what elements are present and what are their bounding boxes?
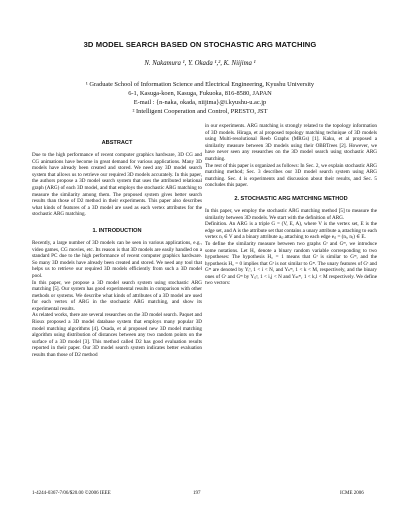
page-number: 197: [193, 491, 201, 496]
affiliation-email: E-mail : {n-naka, okada, niijima}@i.kyushu-u.ac.jp: [133, 99, 267, 106]
section-2-heading: 2. STOCHASTIC ARG MATCHING METHOD: [234, 195, 348, 202]
paper-title: 3D MODEL SEARCH BASED ON STOCHASTIC ARG MATCHING: [83, 40, 317, 49]
paragraph: To define the similarity measure between two graphs Gˢ and Gᵐ, we introduce some notations. Let H꜀ denote a binary random variable corresponding to two hypotheses: The hypothesis H꜀ = 1 means that Gˢ is similar to Gᵐ, and the hypothesis H꜀ = 0 implies that Gˢ is not similar to Gᵐ. The unary features of Gˢ and Gᵐ are denoted by Yᵢˢ, 1 < i < N, and Yₖᵐ, 1 < k < M, respectively, and the binary ones of Gˢ and Gᵐ by Yᵢⱼˢ, 1 < i,j < N and Yₖₗᵐ, 1 < k,l < M respectively. We define two vectors:: [205, 240, 377, 287]
paragraph: Recently, a large number of 3D models can be seen in various applications, e.g., video games, CG movies, etc. Its reason is that 3D models are easily handled on a standard PC due to the high performance of recent computer graphics hardware. So many 3D models have already been created and stored. We need any tool that helps us to retrieve our required 3D models efficiently from such a 3D model pool.: [32, 239, 202, 279]
paragraph: As related works, there are several researches on the 3D model search. Paquet and Rioux proposed a 3D model database system that employs many popular 3D model matching algorithms [4]. Osada, et al proposed new 3D model matching algorithm using distribution of distances between any two random points on the surface of a 3D model [3]. This method called D2 has good evaluation results reported in their paper. Our 3D model search system indicates better evaluation results than those of D2 method: [32, 312, 202, 359]
author-list: N. Nakamura ¹, Y. Okada ¹,², K. Niijima ¹: [144, 60, 256, 67]
introduction-heading: 1. INTRODUCTION: [92, 227, 142, 234]
footer-conference: ICME 2006: [340, 491, 364, 496]
left-column: [32, 140, 202, 359]
paragraph: in our experiments. ARG matching is strongly related to the topology information of 3D models. Hiraga, et al proposed topology matching technique of 3D models using Multi-resolutional Reeb Graphs (MRGs) [1]. Kaku, et al proposed a similarity measure between 3D models using their OBBTrees [2]. However, we have never seen any researches on the 3D model search using stochastic ARG matching.: [205, 123, 377, 162]
paragraph: In this paper, we employ the stochastic ARG matching method [5] to measure the similarity between 3D models. We start with the definition of ARG.: [205, 207, 377, 221]
paragraph: The rest of this paper is organized as follows: In Sec. 2, we explain stochastic ARG matching method; Sec. 3 describes our 3D model search system using ARG matching. Sec. 4 is experiments and discussion about their results, and Sec. 5 concludes this paper.: [205, 162, 377, 189]
abstract-heading: ABSTRACT: [101, 140, 133, 146]
affiliation-line: ² Intelligent Cooperation and Control, PRESTO, JST: [132, 108, 268, 115]
paragraph: In this paper, we propose a 3D model search system using stochastic ARG matching [5]. Our system has good experimental results in comparison with other methods or systems. We describe what kinds of attributes of a 3D model are used for each vertex of ARG in the stochastic ARG matching, and show its experimental results.: [32, 279, 202, 312]
footer-copyright: 1-4244-0367-7/06/$20.00 ©2006 IEEE: [32, 491, 111, 496]
right-column: [205, 123, 377, 287]
abstract-text: Due to the high performance of recent computer graphics hardware, 3D CG and CG animations have become in great demand for various applications. Many 3D models have already been created and stored. We need any 3D model search system that allows us to retrieve our required 3D models accurately. In this paper, the authors propose a 3D model search system that uses the attributed relational graph (ARG) of each 3D model, and that employs the stochastic ARG matching to measure the similarity among them. The proposed system gives better search results than those of D2 method in their experiments. This paper also describes what kinds of features of a 3D model are used as each vertex attributes for the stochastic ARG matching.: [32, 152, 202, 218]
affiliation-line: 6-1, Kasuga-koen, Kasuga, Fukuoka, 816-8580, JAPAN: [128, 90, 272, 97]
affiliation-line: ¹ Graduate School of Information Science and Electrical Engineering, Kyushu University: [85, 81, 315, 88]
affiliations: [0, 80, 400, 116]
definition-paragraph: Definition. An ARG is a triple G = (V, E, A), where V is the vertex set, E is the edge set, and A is the attribute set that contains a unary attribute aᵢ attaching to each vertex nᵢ ∈ V and a binary attribute aᵢⱼ attaching to each edge eᵢⱼ = (nᵢ, nⱼ) ∈ E.: [205, 221, 377, 241]
